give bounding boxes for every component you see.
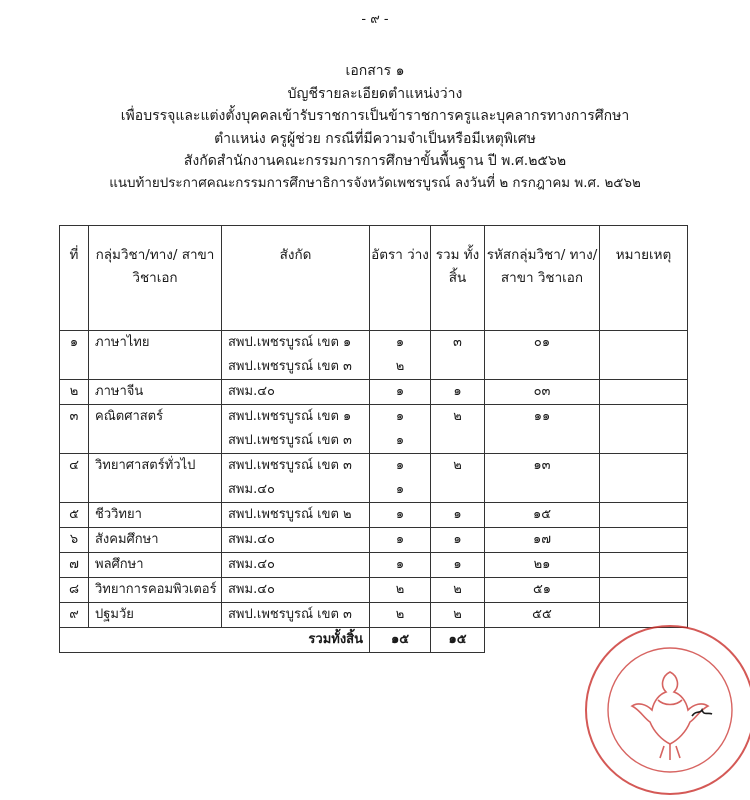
cell-total: ๑ — [431, 528, 485, 553]
cell-vacancy-line: ๑ — [395, 335, 405, 350]
cell-total: ๒ — [431, 578, 485, 603]
cell-code: ๑๑ — [485, 405, 600, 454]
cell-total: ๑ — [431, 503, 485, 528]
cell-vacancy: ๒ — [370, 603, 431, 628]
cell-group: คณิตศาสตร์ — [89, 405, 222, 454]
cell-note — [600, 454, 688, 503]
cell-vacancy — [370, 405, 431, 454]
table-row — [60, 553, 688, 578]
cell-group: วิทยาการคอมพิวเตอร์ — [89, 578, 222, 603]
seal-outer-ring — [586, 626, 750, 794]
cell-total: ๑ — [431, 553, 485, 578]
cell-total: ๒ — [431, 405, 485, 454]
cell-vacancy-line: ๑ — [395, 409, 405, 424]
cell-office — [222, 331, 370, 380]
cell-no: ๖ — [60, 528, 89, 553]
table-row — [60, 503, 688, 528]
cell-group: ภาษาไทย — [89, 331, 222, 380]
cell-vacancy — [370, 454, 431, 503]
cell-office: สพม.๔๐ — [222, 578, 370, 603]
cell-note — [600, 405, 688, 454]
col-header-total: รวม ทั้งสิ้น — [431, 226, 485, 331]
total-overall: ๑๕ — [431, 628, 485, 653]
cell-code: ๑๕ — [485, 503, 600, 528]
cell-code: ๕๕ — [485, 603, 600, 628]
cell-vacancy-line: ๒ — [395, 359, 405, 374]
cell-group: ชีววิทยา — [89, 503, 222, 528]
col-header-vacancy: อัตรา ว่าง — [370, 226, 431, 331]
signature-mark — [692, 710, 712, 716]
cell-no: ๔ — [60, 454, 89, 503]
cell-note — [600, 528, 688, 553]
cell-total: ๒ — [431, 454, 485, 503]
header-line-3: เพื่อบรรจุและแต่งตั้งบุคคลเข้ารับราชการเป็นข้าราชการครูและบุคลากรทางการศึกษา — [120, 108, 630, 124]
cell-note — [600, 331, 688, 380]
cell-vacancy: ๑ — [370, 553, 431, 578]
col-header-office: สังกัด — [222, 226, 370, 331]
header-line-5: สังกัดสำนักงานคณะกรรมการการศึกษาขั้นพื้นฐาน ปี พ.ศ.๒๕๖๒ — [183, 153, 567, 169]
cell-no: ๒ — [60, 380, 89, 405]
cell-code: ๑๗ — [485, 528, 600, 553]
cell-vacancy-line: ๑ — [395, 482, 405, 497]
page-number: - ๙ - — [361, 12, 389, 27]
cell-office: สพป.เพชรบูรณ์ เขต ๓ — [222, 603, 370, 628]
cell-vacancy — [370, 331, 431, 380]
total-vacancy: ๑๕ — [370, 628, 431, 653]
cell-office-line: สพป.เพชรบูรณ์ เขต ๓ — [228, 433, 352, 448]
cell-no: ๘ — [60, 578, 89, 603]
cell-vacancy: ๑ — [370, 528, 431, 553]
cell-group: ภาษาจีน — [89, 380, 222, 405]
cell-code: ๕๑ — [485, 578, 600, 603]
col-header-group: กลุ่มวิชา/ทาง/ สาขาวิชาเอก — [89, 226, 222, 331]
cell-office: สพม.๔๐ — [222, 380, 370, 405]
official-seal-stamp — [580, 620, 750, 800]
table-row — [60, 454, 688, 503]
cell-office: สพม.๔๐ — [222, 553, 370, 578]
header-line-4: ตำแหน่ง ครูผู้ช่วย กรณีที่มีความจำเป็นหรือมีเหตุพิเศษ — [214, 130, 536, 147]
cell-office-line: สพม.๔๐ — [228, 482, 275, 497]
cell-office-line: สพป.เพชรบูรณ์ เขต ๓ — [228, 359, 352, 374]
col-header-note: หมายเหตุ — [600, 226, 688, 331]
cell-office: สพม.๔๐ — [222, 528, 370, 553]
table-row — [60, 578, 688, 603]
cell-no: ๕ — [60, 503, 89, 528]
cell-note — [600, 578, 688, 603]
cell-total: ๑ — [431, 380, 485, 405]
table-row — [60, 380, 688, 405]
cell-total: ๒ — [431, 603, 485, 628]
vacancy-table — [59, 225, 688, 653]
header-line-1: เอกสาร ๑ — [345, 63, 405, 79]
cell-code: ๒๑ — [485, 553, 600, 578]
cell-office-line: สพป.เพชรบูรณ์ เขต ๑ — [228, 335, 352, 350]
table-row — [60, 331, 688, 380]
cell-no: ๙ — [60, 603, 89, 628]
cell-office-line: สพป.เพชรบูรณ์ เขต ๓ — [228, 458, 352, 473]
col-header-no: ที่ — [60, 226, 89, 331]
cell-office — [222, 454, 370, 503]
cell-code: ๑๓ — [485, 454, 600, 503]
cell-group: วิทยาศาสตร์ทั่วไป — [89, 454, 222, 503]
cell-no: ๑ — [60, 331, 89, 380]
table-header-row — [60, 226, 688, 331]
cell-group: พลศึกษา — [89, 553, 222, 578]
cell-vacancy-line: ๑ — [395, 433, 405, 448]
cell-vacancy: ๑ — [370, 380, 431, 405]
cell-code: ๐๓ — [485, 380, 600, 405]
cell-office — [222, 405, 370, 454]
header-line-6: แนบท้ายประกาศคณะกรรมการศึกษาธิการจังหวัดเพชรบูรณ์ ลงวันที่ ๒ กรกฎาคม พ.ศ. ๒๕๖๒ — [109, 175, 641, 191]
table-row — [60, 405, 688, 454]
cell-vacancy: ๒ — [370, 578, 431, 603]
document-header — [40, 60, 710, 195]
col-header-code: รหัสกลุ่มวิชา/ ทาง/สาขา วิชาเอก — [485, 226, 600, 331]
cell-office-line: สพป.เพชรบูรณ์ เขต ๑ — [228, 409, 352, 424]
cell-no: ๓ — [60, 405, 89, 454]
cell-group: ปฐมวัย — [89, 603, 222, 628]
cell-note — [600, 503, 688, 528]
cell-vacancy-line: ๑ — [395, 458, 405, 473]
cell-vacancy: ๑ — [370, 503, 431, 528]
table-row — [60, 528, 688, 553]
cell-code: ๐๑ — [485, 331, 600, 380]
cell-total: ๓ — [431, 331, 485, 380]
total-label: รวมทั้งสิ้น — [60, 628, 370, 653]
cell-office: สพป.เพชรบูรณ์ เขต ๒ — [222, 503, 370, 528]
header-line-2: บัญชีรายละเอียดตำแหน่งว่าง — [287, 85, 463, 102]
cell-note — [600, 553, 688, 578]
garuda-emblem-icon — [632, 672, 708, 760]
cell-group: สังคมศึกษา — [89, 528, 222, 553]
cell-note — [600, 380, 688, 405]
cell-no: ๗ — [60, 553, 89, 578]
